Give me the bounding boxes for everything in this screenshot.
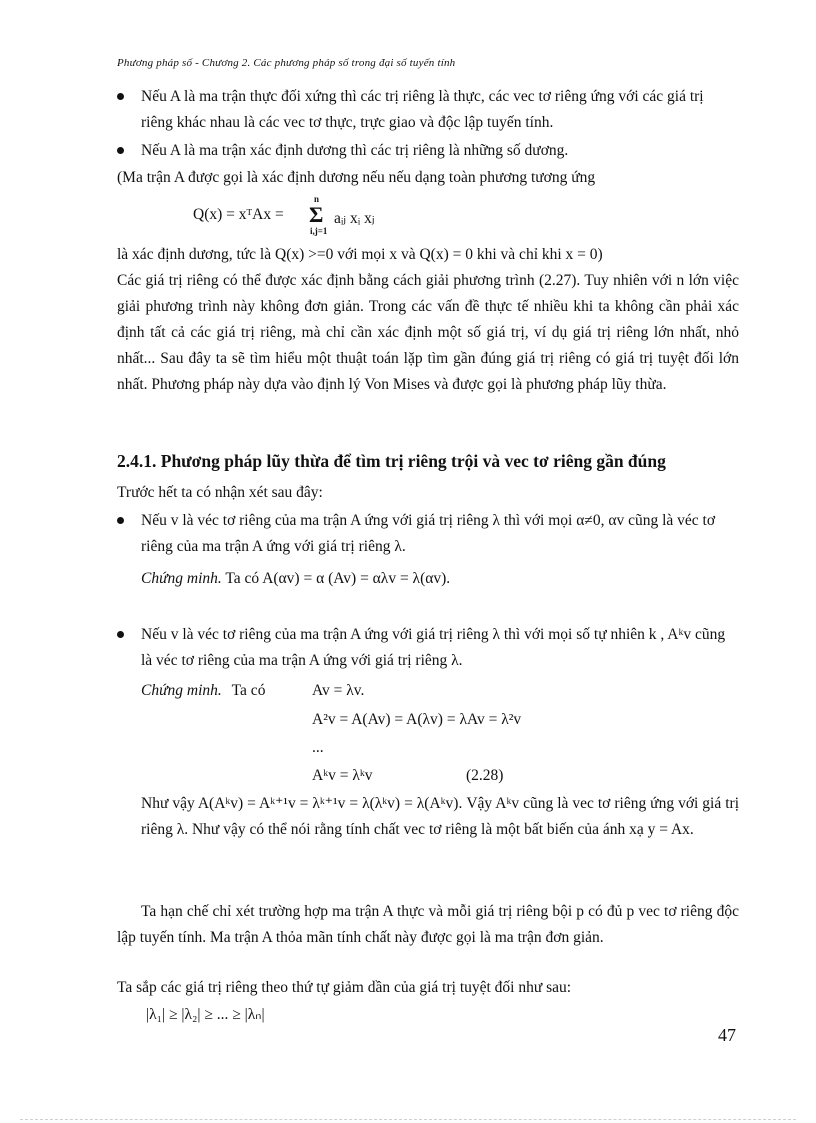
bullet-dot-icon [117,631,124,638]
proof-2-line-2: A²v = A(Av) = A(λv) = λAv = λ²v [312,711,522,728]
ordering-paragraph: Ta sắp các giá trị riêng theo thứ tự giảm dần của giá trị tuyệt đối như sau: [117,979,572,996]
bullet-text: Nếu v là véc tơ riêng của ma trận A ứng với giá trị riêng λ thì với mọi α≠0, αv cũng là véc tơ riêng của ma trận A ứng với giá trị riêng λ. [141,512,716,555]
proof-2-intro-text: Ta có [231,682,266,699]
sum-lower-limit: i,j=1 [310,226,328,236]
restriction-paragraph: Ta hạn chế chỉ xét trường hợp ma trận A thực và mỗi giá trị riêng bội p có đủ p vec tơ riêng độc lập tuyến tính. Ma trận A thỏa mãn tính chất này được gọi là ma trận đơn giản. [117,903,739,946]
equation-quadratic-lhs: Q(x) = xᵀAx = [193,206,284,223]
bullet-symmetric [117,84,739,136]
running-header: Phương pháp số - Chương 2. Các phương pháp số trong đại số tuyến tính [117,57,456,69]
bullet-power [117,622,739,674]
bullet-scalar-multiple [117,508,739,560]
equation-quadratic-rhs: aᵢⱼ xᵢ xⱼ [334,210,375,227]
remark-paragraph: Trước hết ta có nhận xét sau đây: [117,484,323,501]
sum-symbol: Σ [309,202,324,227]
equation-label: (2.28) [466,767,504,784]
bullet-text: Nếu v là véc tơ riêng của ma trận A ứng với giá trị riêng λ thì với mọi số tự nhiên k , Aᵏv cũng là véc tơ riêng của ma trận A ứng với giá trị riêng λ. [141,626,726,669]
definition-end-paragraph: là xác định dương, tức là Q(x) >=0 với mọi x và Q(x) = 0 khi và chỉ khi x = 0) [117,246,603,263]
section-heading: 2.4.1. Phương pháp lũy thừa để tìm trị riêng trội và vec tơ riêng gần đúng [117,451,666,471]
bullet-positive-definite [117,138,739,164]
bullet-text: Nếu A là ma trận thực đối xứng thì các trị riêng là thực, các vec tơ riêng ứng với các giá trị riêng khác nhau là các vec tơ thực, trực giao và độc lập tuyến tính. [141,88,704,131]
equation-ordering: |λ₁| ≥ |λ₂| ≥ ... ≥ |λₙ| [146,1006,265,1023]
bullet-text: Nếu A là ma trận xác định dương thì các trị riêng là những số dương. [141,142,569,159]
page-bottom-divider [20,1119,796,1120]
proof-2-line-1: Av = λv. [312,682,365,699]
summation-icon [307,196,331,236]
bullet-dot-icon [117,147,124,154]
conclusion-paragraph: Như vậy A(Aᵏv) = Aᵏ⁺¹v = λᵏ⁺¹v = λ(λᵏv) = λ(Aᵏv). Vậy Aᵏv cũng là vec tơ riêng ứng với giá trị riêng λ. Như vậy có thể nói rằng tính chất vec tơ riêng là một bất biến của ánh xạ y = Ax. [141,795,739,838]
proof-1-text: Ta có A(αv) = α (Av) = αλv = λ(αv). [225,570,451,587]
proof-label: Chứng minh. [141,682,222,699]
proof-2-intro [141,680,265,702]
proof-1 [141,568,450,590]
proof-label: Chứng minh. [141,570,222,587]
definition-paragraph: (Ma trận A được gọi là xác định dương nếu nếu dạng toàn phương tương ứng [117,169,596,186]
bullet-dot-icon [117,93,124,100]
proof-2-line-3: ... [312,739,324,756]
sum-upper-limit: n [314,194,320,204]
intro-paragraph: Các giá trị riêng có thể được xác định bằng cách giải phương trình (2.27). Tuy nhiên với n lớn việc giải phương trình này không đơn giản. Trong các vấn đề thực tế nhiều khi ta không cần phải xác định tất cả các giá trị riêng, mà chỉ cần xác định một số giá trị, ví dụ giá trị riêng lớn nhất, nhỏ nhất... Sau đây ta sẽ tìm hiểu một thuật toán lặp tìm gần đúng giá trị riêng có giá trị tuyệt đối lớn nhất. Phương pháp này dựa vào định lý Von Mises và được gọi là phương pháp lũy thừa. [117,272,739,393]
bullet-dot-icon [117,517,124,524]
proof-2-line-4: Aᵏv = λᵏv [312,767,373,784]
page-number: 47 [718,1025,736,1045]
